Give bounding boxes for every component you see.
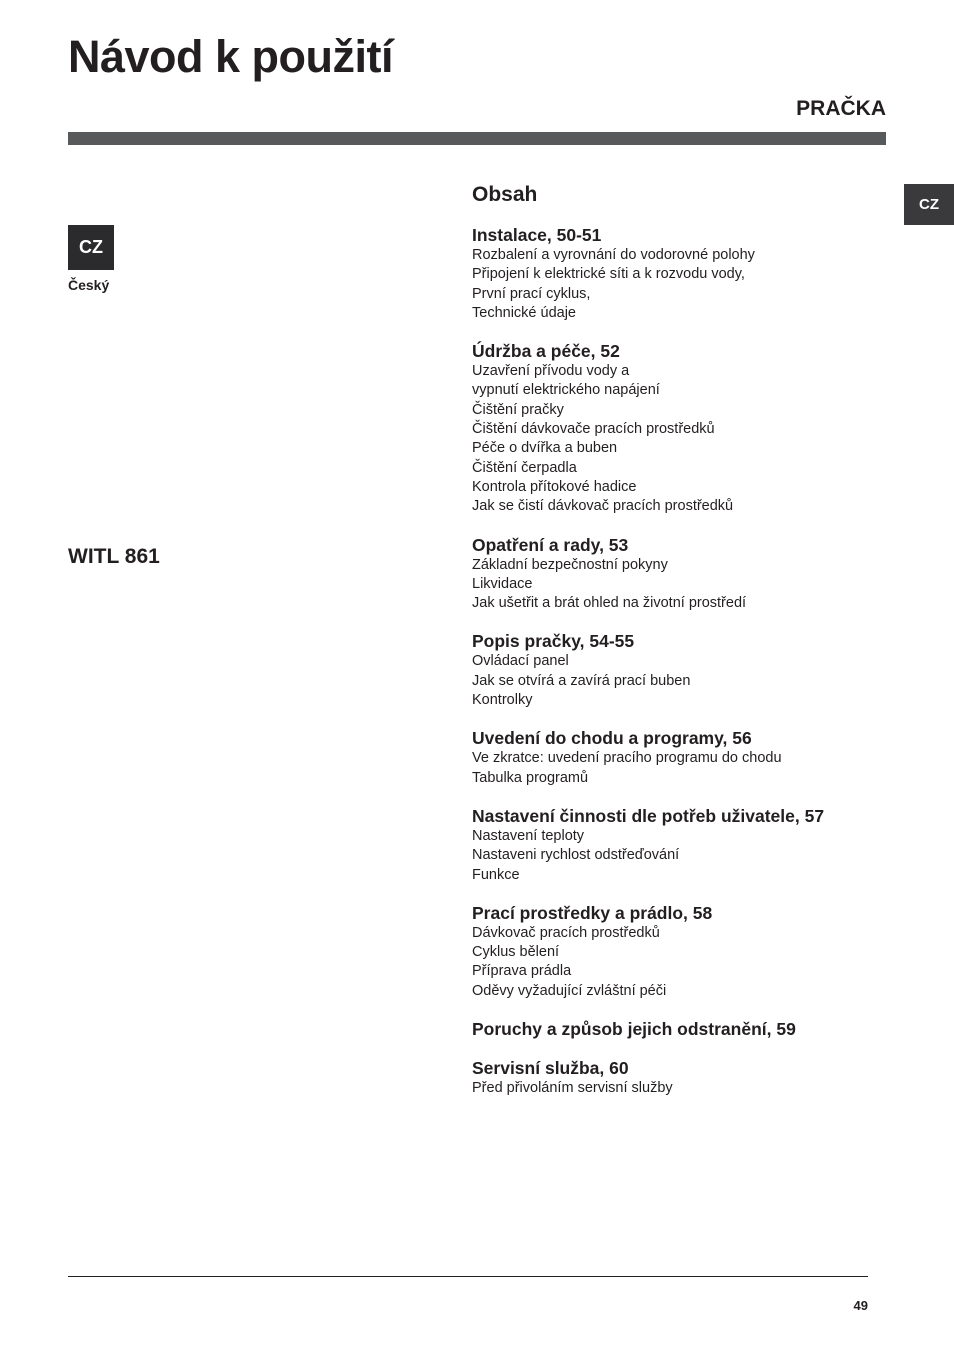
toc-item: Oděvy vyžadující zvláštní péči — [472, 982, 667, 999]
toc-section-items — [472, 362, 892, 516]
toc-item: Funkce — [472, 866, 520, 883]
page-number: 49 — [853, 1298, 868, 1313]
toc-section-items — [472, 749, 892, 788]
toc-section-title: Nastavení činnosti dle potřeb uživatele, 57 — [472, 805, 825, 826]
toc-heading: Obsah — [472, 183, 538, 206]
toc-item: Uzavření přívodu vody a — [472, 363, 630, 380]
toc-section — [472, 224, 892, 323]
toc-section — [472, 534, 892, 614]
toc-section-title: Uvedení do chodu a programy, 56 — [472, 728, 752, 749]
toc-item: Péče o dvířka a buben — [472, 440, 618, 457]
footer-rule — [68, 1276, 868, 1277]
toc-section-title: Servisní služba, 60 — [472, 1058, 629, 1079]
language-badge: CZ — [68, 225, 114, 270]
toc-section-title: Opatření a rady, 53 — [472, 534, 629, 555]
header-bar — [68, 132, 886, 145]
product-type-label: PRAČKA — [796, 97, 886, 120]
language-edge-tab: CZ — [904, 184, 954, 225]
model-name: WITL 861 — [68, 545, 160, 568]
toc-section-items — [472, 652, 892, 710]
toc-item: Kontrolky — [472, 692, 533, 709]
toc-section-title: Poruchy a způsob jejich odstranění, 59 — [472, 1019, 796, 1040]
toc-item: Cyklus bělení — [472, 944, 560, 961]
toc-item: Čištění čerpadla — [472, 459, 577, 476]
page-title: Návod k použití — [68, 31, 394, 82]
toc-section-items — [472, 827, 892, 885]
toc-section-items — [472, 924, 892, 1001]
toc-section-title: Instalace, 50-51 — [472, 225, 602, 245]
toc-section — [472, 340, 892, 516]
toc-item: Příprava prádla — [472, 963, 572, 980]
toc-item: Nastavení teploty — [472, 827, 585, 844]
toc-section-items — [472, 246, 892, 323]
toc-item: První prací cyklus, — [472, 285, 591, 302]
toc-item: Dávkovač pracích prostředků — [472, 924, 660, 941]
toc-item: Jak se otvírá a zavírá prací buben — [472, 672, 691, 689]
toc-item: Jak ušetřit a brát ohled na životní prostředí — [472, 595, 747, 612]
toc-section — [472, 727, 892, 788]
toc-item: vypnutí elektrického napájení — [472, 382, 660, 399]
toc-item: Připojení k elektrické síti a k rozvodu vody, — [472, 266, 745, 283]
toc-section — [472, 1018, 892, 1040]
toc-item: Jak se čistí dávkovač pracích prostředků — [472, 498, 734, 515]
toc-section — [472, 805, 892, 885]
toc-item: Technické údaje — [472, 304, 576, 321]
toc-item: Rozbalení a vyrovnání do vodorovné polohy — [472, 247, 755, 263]
toc-section — [472, 630, 892, 710]
toc-item: Kontrola přítokové hadice — [472, 478, 637, 495]
toc-item: Tabulka programů — [472, 769, 589, 786]
toc-item: Čištění dávkovače pracích prostředků — [472, 421, 715, 438]
table-of-contents — [472, 224, 892, 1115]
toc-section-title: Údržba a péče, 52 — [472, 341, 620, 362]
toc-section-title: Popis pračky, 54-55 — [472, 631, 635, 652]
toc-section — [472, 902, 892, 1001]
toc-section-items — [472, 1079, 892, 1098]
language-name: Český — [68, 277, 110, 293]
toc-item: Nastaveni rychlost odstřeďování — [472, 847, 680, 864]
toc-item: Čištění pračky — [472, 401, 564, 418]
toc-item: Ovládací panel — [472, 653, 569, 670]
toc-item: Ve zkratce: uvedení pracího programu do chodu — [472, 750, 782, 767]
toc-item: Likvidace — [472, 575, 533, 592]
toc-section-items — [472, 556, 892, 614]
toc-section — [472, 1057, 892, 1098]
toc-item: Před přivoláním servisní služby — [472, 1080, 673, 1097]
toc-item: Základní bezpečnostní pokyny — [472, 556, 668, 573]
toc-section-title: Prací prostředky a prádlo, 58 — [472, 902, 713, 923]
